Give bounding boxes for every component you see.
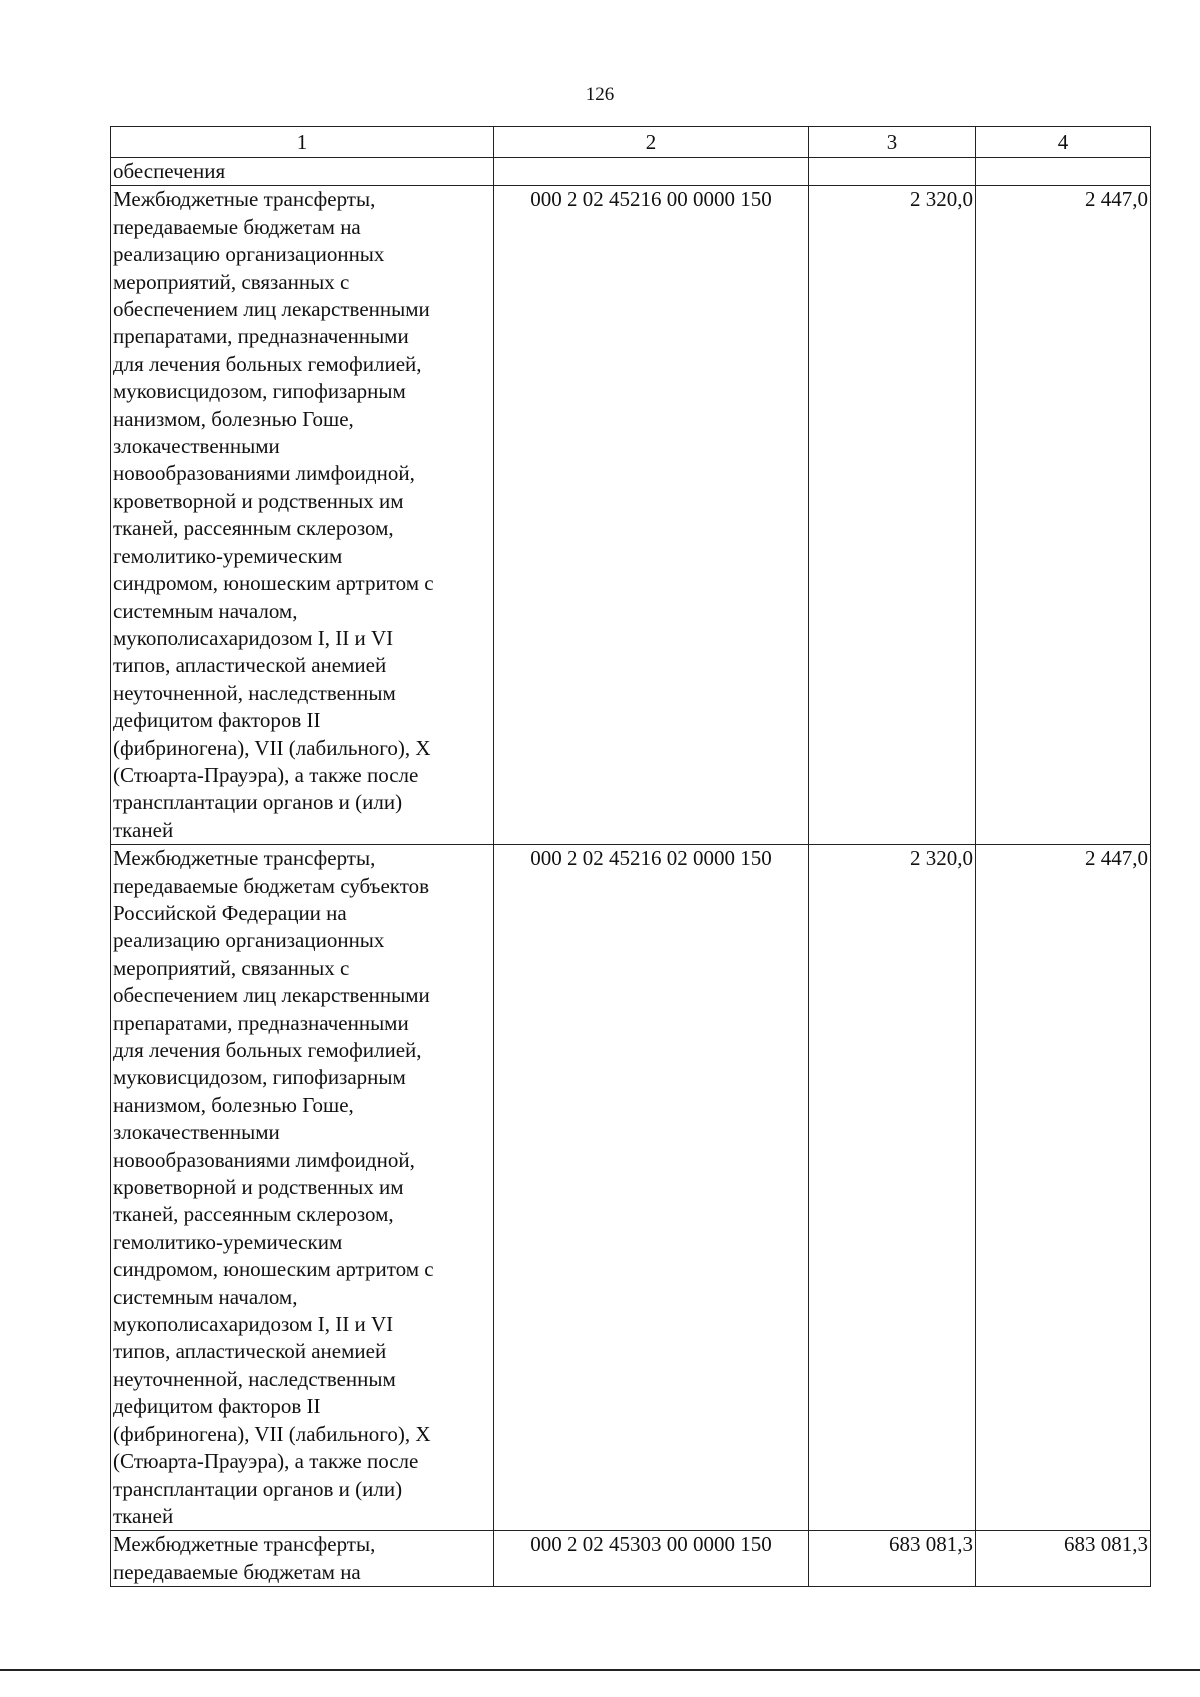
row-value-column-3: 2 320,0 <box>809 186 976 845</box>
table-row <box>111 186 1151 845</box>
row-value-column-4: 2 447,0 <box>976 845 1151 1531</box>
row-budget-code: 000 2 02 45303 00 0000 150 <box>494 1531 809 1587</box>
row-value-column-4: 2 447,0 <box>976 186 1151 845</box>
column-number-4: 4 <box>976 127 1151 158</box>
row-description: Межбюджетные трансферты, передаваемые бюджетам на реализацию организационных мероприятий, связанных с обеспечением лиц лекарственными препаратами, предназначенными для лечения больных гемофилией, муковисцидозом, гипофизарным нанизмом, болезнью Гоше, злокачественными новообразованиями лимфоидной, кроветворной и родственных им тканей, рассеянным склерозом, гемолитико-уремическим синдромом, юношеским артритом с системным началом, мукополисахаридозом I, II и VI типов, апластической анемией неуточненной, наследственным дефицитом факторов II (фибриногена), VII (лабильного), X (Стюарта-Прауэра), а также после трансплантации органов и (или) тканей <box>111 186 494 845</box>
page-number: 126 <box>585 84 615 105</box>
table-row <box>111 845 1151 1531</box>
column-number-3: 3 <box>809 127 976 158</box>
table-row <box>111 158 1151 186</box>
row-value-column-3 <box>809 158 976 186</box>
row-value-column-4 <box>976 158 1151 186</box>
column-number-row <box>111 127 1151 158</box>
bottom-divider <box>0 1669 1200 1671</box>
row-budget-code: 000 2 02 45216 02 0000 150 <box>494 845 809 1531</box>
column-number-1: 1 <box>111 127 494 158</box>
budget-table <box>110 126 1151 1587</box>
table-row <box>111 1531 1151 1587</box>
row-description: Межбюджетные трансферты, передаваемые бюджетам на <box>111 1531 494 1587</box>
row-value-column-3: 683 081,3 <box>809 1531 976 1587</box>
row-description: обеспечения <box>111 158 494 186</box>
row-value-column-3: 2 320,0 <box>809 845 976 1531</box>
row-value-column-4: 683 081,3 <box>976 1531 1151 1587</box>
column-number-2: 2 <box>494 127 809 158</box>
row-budget-code: 000 2 02 45216 00 0000 150 <box>494 186 809 845</box>
row-description: Межбюджетные трансферты, передаваемые бюджетам субъектов Российской Федерации на реализацию организационных мероприятий, связанных с обеспечением лиц лекарственными препаратами, предназначенными для лечения больных гемофилией, муковисцидозом, гипофизарным нанизмом, болезнью Гоше, злокачественными новообразованиями лимфоидной, кроветворной и родственных им тканей, рассеянным склерозом, гемолитико-уремическим синдромом, юношеским артритом с системным началом, мукополисахаридозом I, II и VI типов, апластической анемией неуточненной, наследственным дефицитом факторов II (фибриногена), VII (лабильного), X (Стюарта-Прауэра), а также после трансплантации органов и (или) тканей <box>111 845 494 1531</box>
row-budget-code <box>494 158 809 186</box>
